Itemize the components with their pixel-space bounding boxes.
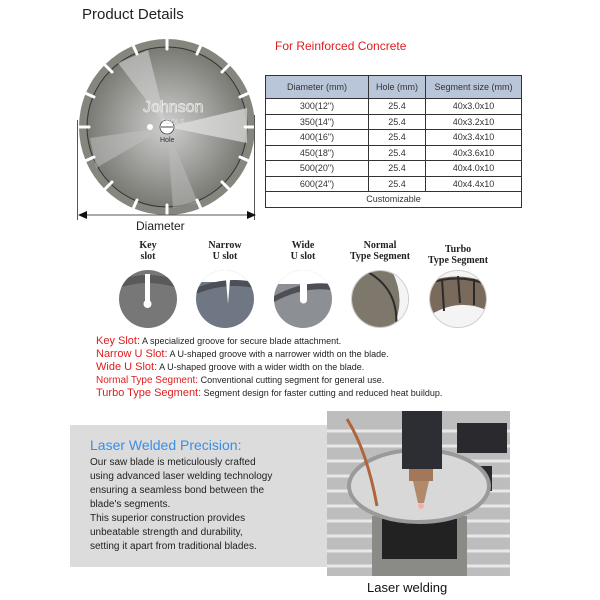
slot-label-line1: Narrow — [208, 240, 242, 251]
slot-key — [108, 240, 188, 328]
slot-descriptions — [96, 335, 442, 400]
customizable-note: Customizable — [266, 192, 522, 208]
slot-types-row — [108, 240, 508, 330]
saw-blade-icon — [78, 38, 256, 216]
description-item — [96, 374, 442, 387]
slot-label-line1: Turbo — [444, 244, 472, 255]
laser-caption: Laser welding — [367, 580, 448, 595]
svg-text:TOOLS: TOOLS — [161, 119, 185, 126]
laser-line: ensuring a seamless bond between the — [90, 485, 265, 496]
laser-info-box — [70, 425, 330, 567]
cell-segment: 40x3.4x10 — [426, 130, 522, 146]
cell-segment: 40x3.6x10 — [426, 145, 522, 161]
description-text: Conventional cutting segment for general use. — [198, 375, 385, 385]
description-item — [96, 361, 442, 374]
slot-normal-segment — [340, 240, 420, 328]
cell-hole: 25.4 — [369, 176, 426, 192]
cell-diameter: 500(20") — [266, 161, 369, 177]
svg-text:Hole: Hole — [160, 137, 175, 144]
description-text: A U-shaped groove with a wider width on the blade. — [157, 362, 365, 372]
laser-line: Our saw blade is meticulously crafted — [90, 457, 256, 468]
slot-label-line1: Normal — [363, 240, 397, 251]
cell-diameter: 300(12") — [266, 99, 369, 115]
narrow-u-slot-icon — [196, 270, 254, 328]
svg-text:Johnson: Johnson — [143, 99, 204, 116]
cell-segment: 40x3.2x10 — [426, 114, 522, 130]
slot-label-line2: Type Segment — [349, 251, 411, 262]
description-key: Turbo Type Segment: — [96, 387, 202, 399]
cell-diameter: 600(24") — [266, 176, 369, 192]
spec-table — [265, 75, 522, 208]
description-key: Narrow U Slot: — [96, 348, 168, 360]
application-subtitle: For Reinforced Concrete — [275, 39, 407, 53]
laser-welding-photo — [327, 411, 510, 576]
cell-hole: 25.4 — [369, 145, 426, 161]
cell-hole: 25.4 — [369, 130, 426, 146]
key-slot-image — [119, 270, 177, 328]
slot-label-line2: U slot — [212, 251, 238, 262]
slot-label — [340, 240, 420, 264]
turbo-segment-image — [429, 270, 487, 328]
diameter-extension-right — [254, 115, 255, 220]
table-footer-row — [266, 192, 522, 208]
laser-line: This superior construction provides — [90, 513, 246, 524]
description-item — [96, 387, 442, 400]
wide-u-slot-icon — [274, 270, 332, 328]
header-segment-size: Segment size (mm) — [426, 76, 522, 99]
slot-label — [263, 240, 343, 264]
laser-welding-machine-icon — [327, 411, 510, 576]
wide-u-slot-image — [274, 270, 332, 328]
laser-title: Laser Welded Precision: — [90, 437, 242, 453]
turbo-segment-icon — [430, 271, 487, 328]
slot-wide-u — [263, 240, 343, 328]
header-hole: Hole (mm) — [369, 76, 426, 99]
slot-turbo-segment — [418, 240, 498, 328]
diameter-label: Diameter — [136, 219, 185, 233]
header-diameter: Diameter (mm) — [266, 76, 369, 99]
slot-label — [185, 240, 265, 264]
slot-label-line2: slot — [140, 251, 156, 262]
table-row — [266, 99, 522, 115]
laser-line: blade's segments. — [90, 499, 171, 510]
slot-label — [108, 240, 188, 264]
saw-blade-image — [78, 38, 256, 216]
description-key: Key Slot: — [96, 335, 141, 347]
cell-segment: 40x3.0x10 — [426, 99, 522, 115]
slot-label — [418, 240, 498, 264]
laser-line: setting it apart from traditional blades. — [90, 541, 257, 552]
page-title: Product Details — [82, 6, 184, 23]
table-row — [266, 130, 522, 146]
description-key: Normal Type Segment: — [96, 375, 199, 386]
cell-hole: 25.4 — [369, 99, 426, 115]
slot-narrow-u — [185, 240, 265, 328]
cell-hole: 25.4 — [369, 161, 426, 177]
cell-diameter: 400(16") — [266, 130, 369, 146]
table-row — [266, 114, 522, 130]
description-text: A U-shaped groove with a narrower width on the blade. — [167, 349, 389, 359]
slot-label-line2: U slot — [290, 251, 316, 262]
slot-label-line2: Type Segment — [427, 255, 489, 266]
description-text: A specialized groove for secure blade attachment. — [140, 336, 342, 346]
cell-diameter: 350(14") — [266, 114, 369, 130]
cell-diameter: 450(18") — [266, 145, 369, 161]
normal-segment-image — [351, 270, 409, 328]
table-row — [266, 145, 522, 161]
description-text: Segment design for faster cutting and reduced heat buildup. — [201, 388, 443, 398]
slot-label-line1: Wide — [291, 240, 315, 251]
cell-hole: 25.4 — [369, 114, 426, 130]
laser-description — [90, 456, 330, 554]
normal-segment-icon — [352, 271, 409, 328]
laser-line: unbeatable strength and durability, — [90, 527, 243, 538]
table-row — [266, 176, 522, 192]
diameter-extension-left — [77, 120, 78, 220]
narrow-u-slot-image — [196, 270, 254, 328]
description-key: Wide U Slot: — [96, 361, 158, 373]
description-item — [96, 335, 442, 348]
cell-segment: 40x4.0x10 — [426, 161, 522, 177]
key-slot-icon — [119, 270, 177, 328]
cell-segment: 40x4.4x10 — [426, 176, 522, 192]
table-header-row — [266, 76, 522, 99]
slot-label-line1: Key — [139, 240, 157, 251]
description-item — [96, 348, 442, 361]
table-row — [266, 161, 522, 177]
laser-line: using advanced laser welding technology — [90, 471, 273, 482]
